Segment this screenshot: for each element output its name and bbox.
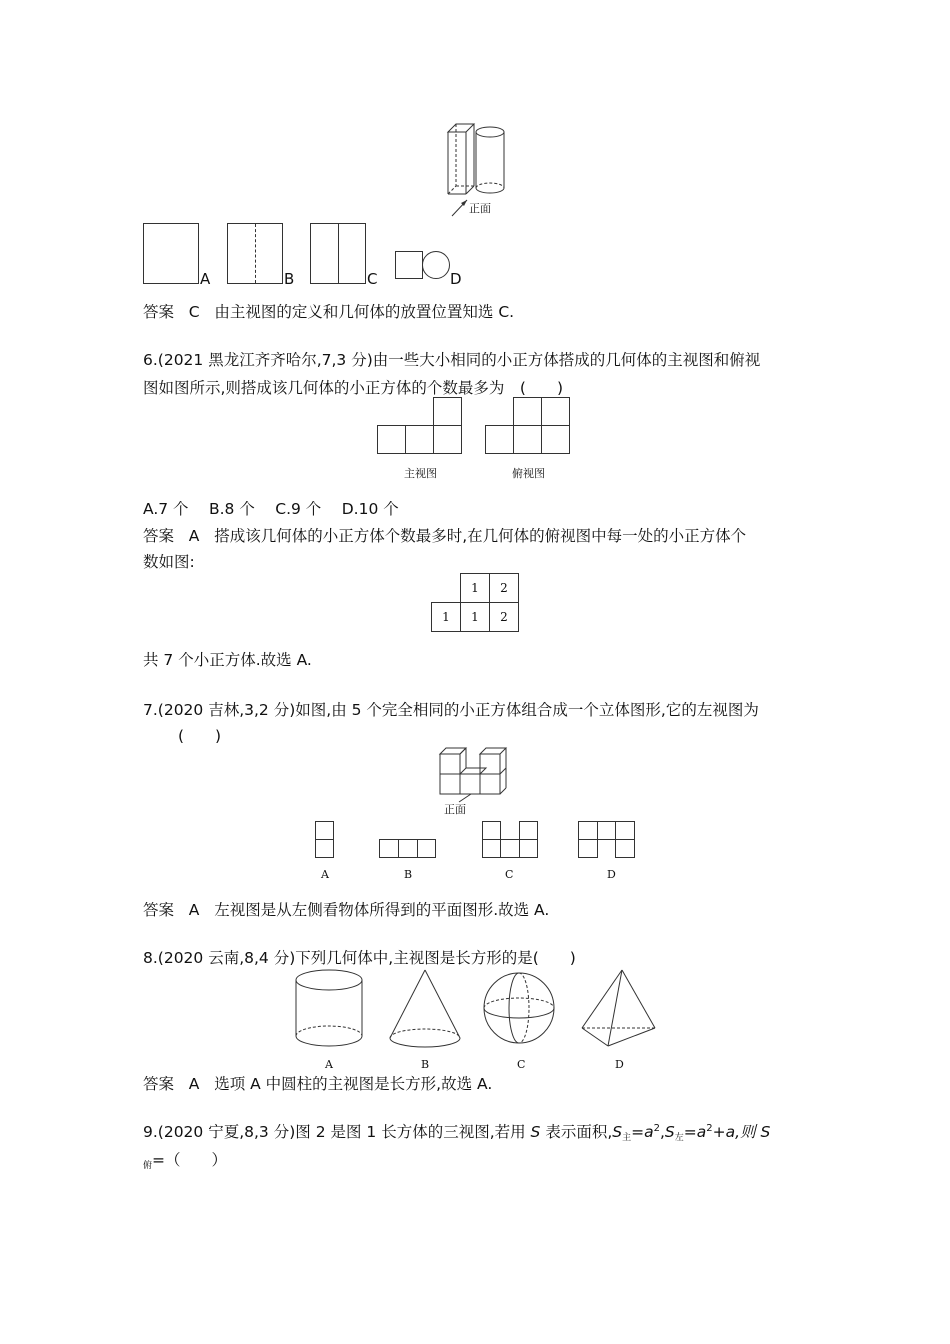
- q7-option-d-label: D: [607, 868, 616, 881]
- grid-cell: 2: [489, 602, 519, 632]
- grid-cell: 1: [431, 602, 461, 632]
- answer-letter: C: [188, 303, 200, 321]
- pyramid-shape: [582, 970, 655, 1046]
- q5-option-d-label: D: [450, 270, 462, 288]
- answer-label: 答案: [143, 1075, 175, 1093]
- front-label: 正面: [444, 803, 466, 816]
- q9-eq1: =a: [631, 1123, 654, 1141]
- q9-stem-line1: [143, 1120, 770, 1147]
- q9-sup: 2: [706, 1122, 713, 1134]
- cylinder-shape: [296, 970, 362, 1046]
- q8-option-c-label: C: [517, 1058, 526, 1071]
- q9-text: 表示面积,: [540, 1123, 613, 1141]
- q7-stem-line1: 7.(2020 吉林,3,2 分)如图,由 5 个完全相同的小正方体组合成一个立体图形,它的左视图为: [143, 701, 759, 719]
- q9-symbol-s: S: [612, 1123, 623, 1141]
- q9-symbol-s: S: [664, 1123, 675, 1141]
- q5-answer: [143, 300, 514, 324]
- cone-shape: [390, 970, 460, 1047]
- grid-cell: 2: [489, 573, 519, 603]
- q7-option-c-label: C: [505, 868, 514, 881]
- q9-eq2: =a: [683, 1123, 707, 1141]
- answer-label: 答案: [143, 527, 175, 545]
- q9-plus-a: +a,则: [712, 1123, 761, 1141]
- answer-letter: A: [188, 901, 200, 919]
- q9-sup: 2: [653, 1122, 660, 1134]
- q8-option-a-label: A: [325, 1058, 333, 1071]
- q9-sub-left: 左: [674, 1133, 684, 1143]
- q5-option-b-figure: [227, 223, 283, 284]
- q9-symbol-s: S: [530, 1123, 541, 1141]
- sphere-shape: [484, 973, 554, 1043]
- q6-stem-line2: 图如图所示,则搭成该几何体的小正方体的个数最多为 ( ): [143, 379, 564, 397]
- q6-conclusion: 共 7 个小正方体.故选 A.: [143, 651, 312, 669]
- answer-text: 选项 A 中圆柱的主视图是长方形,故选 A.: [214, 1075, 493, 1093]
- answer-letter: A: [188, 527, 200, 545]
- q8-option-d-label: D: [615, 1058, 624, 1071]
- q5-option-c-figure: [310, 223, 366, 284]
- grid-cell: 1: [460, 573, 490, 603]
- q6-answer-line2: 数如图:: [143, 553, 195, 571]
- answer-text: 由主视图的定义和几何体的放置位置知选 C.: [214, 303, 515, 321]
- answer-letter: A: [188, 1075, 200, 1093]
- q9-prefix: 9.(2020 宁夏,8,3 分)图 2 是图 1 长方体的三视图,若用: [143, 1123, 531, 1141]
- q8-option-b-label: B: [421, 1058, 430, 1071]
- answer-text: 搭成该几何体的小正方体个数最多时,在几何体的俯视图中每一处的小正方体个: [214, 527, 747, 545]
- answer-label: 答案: [143, 303, 175, 321]
- q6-caption-top: 俯视图: [512, 467, 545, 480]
- q9-stem-line2: [143, 1148, 227, 1175]
- q8-stem: 8.(2020 云南,8,4 分)下列几何体中,主视图是长方形的是( ): [143, 949, 576, 967]
- q9-comma: ,: [659, 1123, 665, 1141]
- q7-option-a-label: A: [321, 868, 329, 881]
- answer-text: 左视图是从左侧看物体所得到的平面图形.故选 A.: [214, 901, 550, 919]
- q6-caption-front: 主视图: [404, 467, 437, 480]
- q8-answer: [143, 1072, 492, 1096]
- q9-tail: =（ ）: [152, 1151, 228, 1169]
- q5-option-a-label: A: [200, 270, 211, 288]
- q9-sub-main: 主: [622, 1133, 632, 1143]
- q6-stem-line1: 6.(2021 黑龙江齐齐哈尔,7,3 分)由一些大小相同的小正方体搭成的几何体的主视图和俯视: [143, 351, 761, 369]
- q9-symbol-s: S: [760, 1123, 771, 1141]
- q5-option-d-circle: [422, 251, 450, 279]
- q6-answer-line1: [143, 524, 746, 548]
- q7-answer: [143, 898, 549, 922]
- front-label: 正面: [469, 202, 491, 215]
- q5-option-c-label: C: [367, 270, 378, 288]
- grid-cell: 1: [460, 602, 490, 632]
- q8-shapes-figure: [290, 966, 660, 1056]
- q7-stem-line2: ( ): [178, 727, 222, 745]
- q7-option-b-label: B: [404, 868, 413, 881]
- q9-sub-top: 俯: [143, 1161, 153, 1171]
- q5-option-b-label: B: [284, 270, 295, 288]
- answer-label: 答案: [143, 901, 175, 919]
- q5-option-a-figure: [143, 223, 199, 284]
- q6-choices: A.7 个 B.8 个 C.9 个 D.10 个: [143, 500, 399, 518]
- q5-option-d-square: [395, 251, 423, 279]
